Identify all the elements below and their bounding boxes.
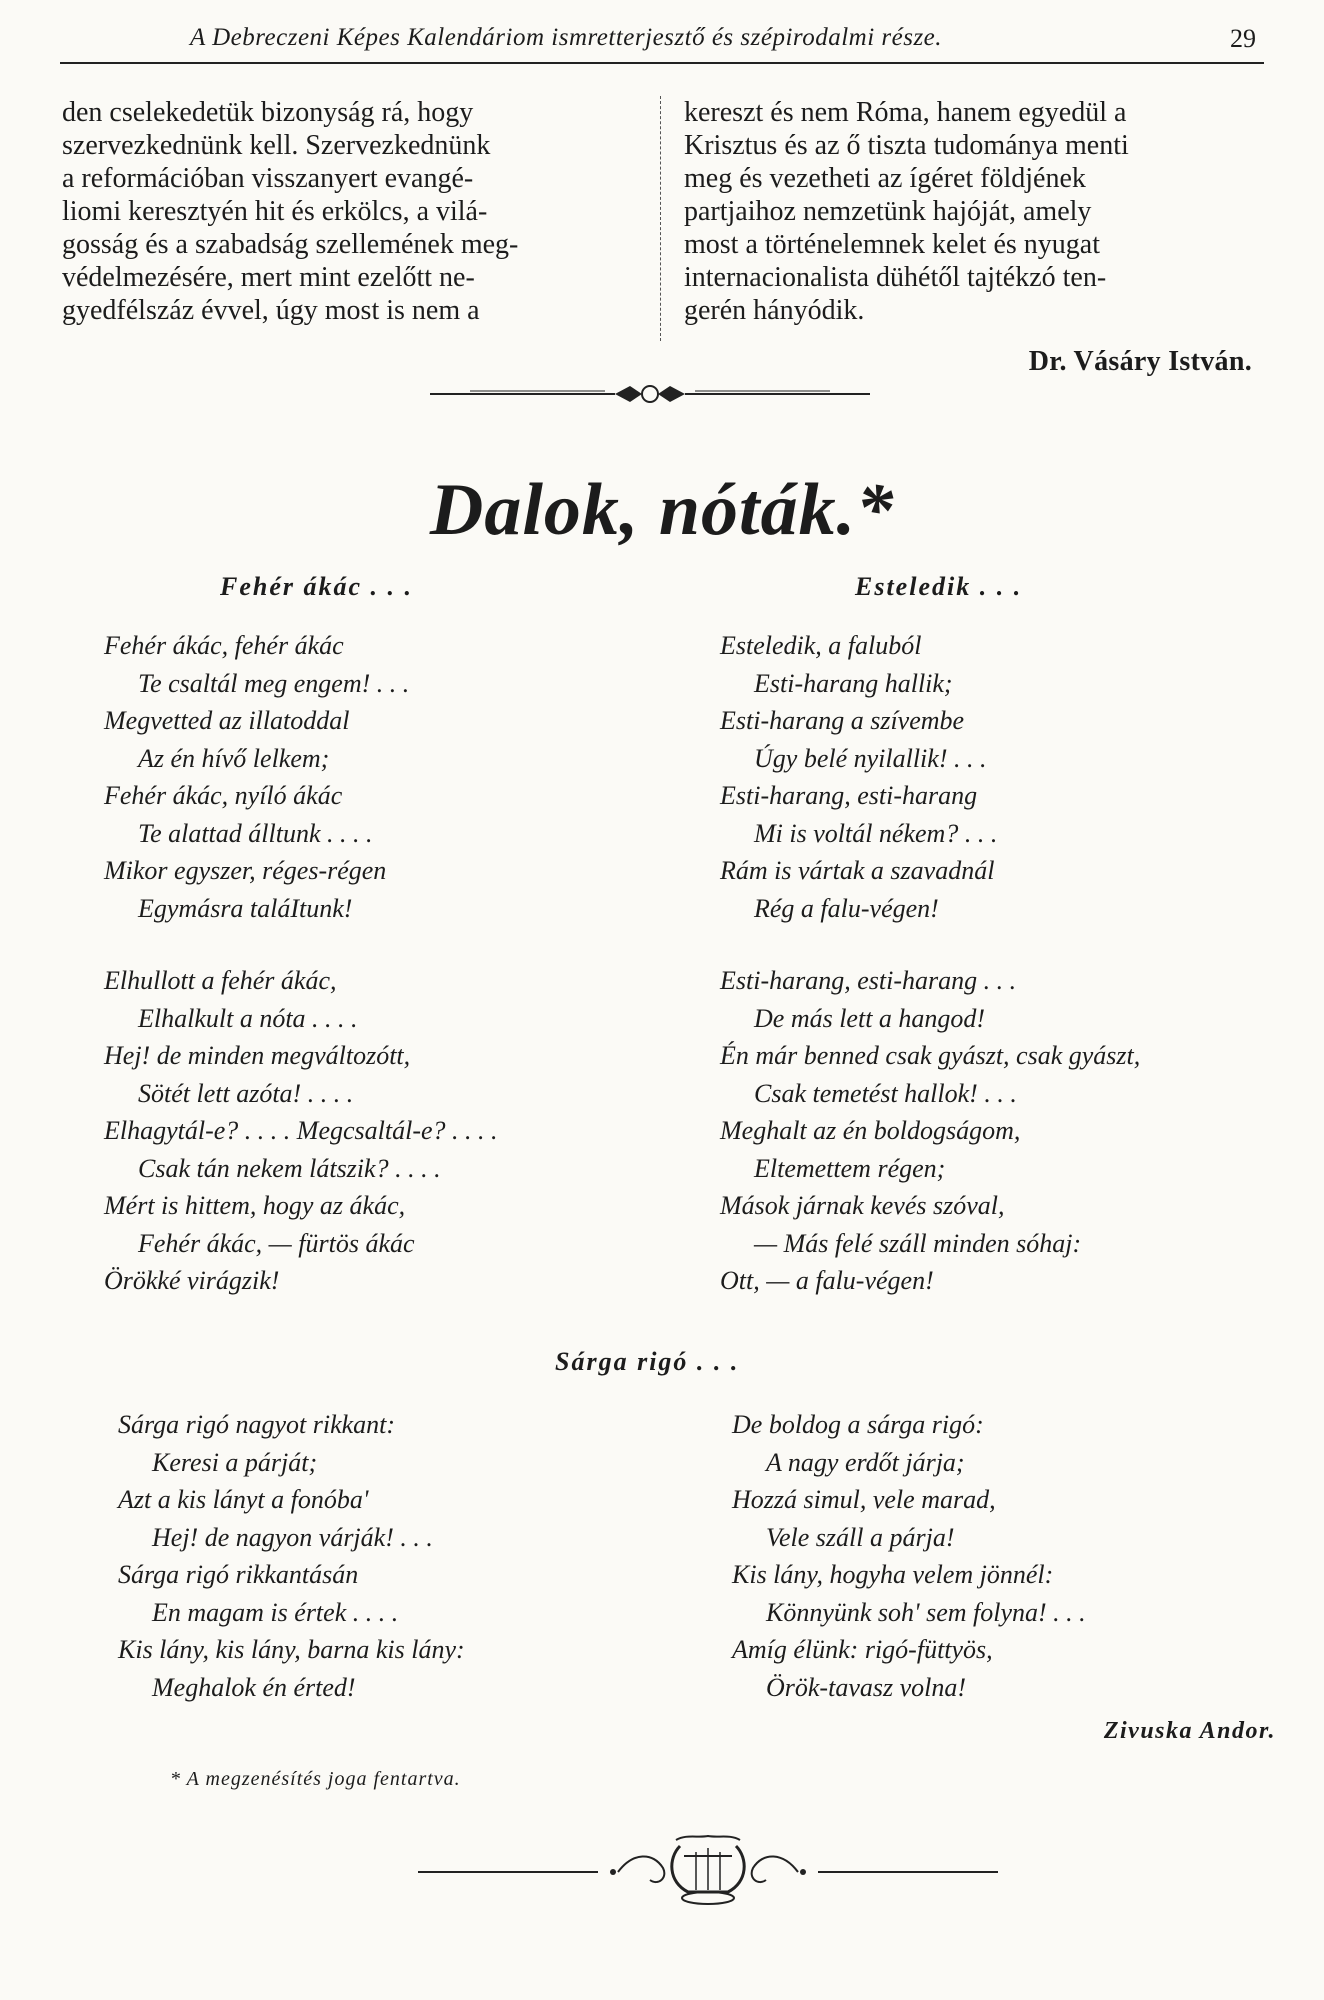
poem-feher-akac: [104, 631, 498, 1304]
prose-line: liomi keresztyén hit és erkölcs, a vilá-: [62, 196, 488, 227]
poem-line: De más lett a hangod!: [754, 1003, 986, 1033]
prose-line: gerén hányódik.: [684, 295, 865, 326]
poem-line: Az én hívő lelkem;: [138, 743, 330, 773]
poem-title-sarga-rigo: Sárga rigó . . .: [555, 1347, 740, 1376]
running-title: A Debreczeni Képes Kalendáriom ismretterjesztő és szépirodalmi része.: [190, 24, 943, 51]
poem-line: Kis lány, kis lány, barna kis lány:: [118, 1635, 465, 1664]
poem-line: Úgy belé nyilallik! . . .: [754, 743, 987, 773]
poem-line: Azt a kis lányt a fonóba': [118, 1485, 369, 1514]
poem-line: Te csaltál meg engem! . . .: [138, 668, 410, 698]
poem-author: Zivuska Andor.: [1103, 1718, 1276, 1744]
prose-section: [60, 96, 1260, 386]
poem-line: Esti-harang hallik;: [754, 668, 953, 698]
poem-line: Fehér ákác, nyíló ákác: [104, 781, 343, 810]
prose-left-column: [62, 96, 647, 327]
page-number: 29: [1230, 24, 1256, 53]
running-head: [60, 22, 1264, 64]
main-title: Dalok, nóták.*: [429, 469, 895, 551]
poem-line: Elhagytál-e? . . . . Megcsaltál-e? . . . .: [104, 1116, 498, 1145]
poem-line: Mért is hittem, hogy az ákác,: [104, 1191, 406, 1220]
footnote: * A megzenésítés joga fentartva.: [170, 1768, 461, 1790]
poem-line: Meghalok én érted!: [152, 1672, 356, 1702]
poem-title-feher-akac: Fehér ákác . . .: [220, 572, 414, 601]
poem-line: Csak temetést hallok! . . .: [754, 1078, 1017, 1108]
poem-line: Sötét lett azóta! . . . .: [138, 1078, 354, 1108]
poem-line: Sárga rigó rikkantásán: [118, 1560, 359, 1589]
prose-right-column: [684, 96, 1269, 327]
poem-line: Elhullott a fehér ákác,: [104, 966, 337, 995]
prose-line: kereszt és nem Róma, hanem egyedül a: [684, 97, 1127, 128]
poem-line: Te alattad álltunk . . . .: [138, 818, 373, 848]
poem-line: Egymásra taláItunk!: [138, 893, 353, 923]
poem-line: Rám is vártak a szavadnál: [720, 856, 995, 885]
poem-line: Könnyünk soh' sem folyna! . . .: [766, 1597, 1086, 1627]
poem-line: Örökké virágzik!: [104, 1266, 280, 1295]
poem-line: Esti-harang, esti-harang . . .: [720, 966, 1017, 995]
poem-line: Amíg élünk: rigó-füttyös,: [732, 1635, 993, 1664]
prose-line: Krisztus és az ő tiszta tudománya menti: [684, 130, 1129, 161]
prose-line: most a történelemnek kelet és nyugat: [684, 229, 1100, 260]
poem-esteledik: [720, 631, 1140, 1304]
prose-line: a reformációban visszanyert evangé-: [62, 163, 474, 194]
poem-line: Esti-harang, esti-harang: [720, 781, 978, 810]
poem-line: Mi is voltál nékem? . . .: [754, 818, 998, 848]
poem-sarga-rigo-right: [732, 1410, 1086, 1710]
poem-sarga-rigo-left: [118, 1410, 465, 1710]
poem-line: Fehér ákác, fehér ákác: [104, 631, 344, 660]
poem-line: Rég a falu-végen!: [754, 893, 939, 923]
prose-line: szervezkednünk kell. Szervezkednünk: [62, 130, 491, 161]
poem-line: Hozzá simul, vele marad,: [732, 1485, 996, 1514]
divider-ornament: [430, 382, 870, 406]
poem-line: Keresi a párját;: [152, 1447, 318, 1477]
poem-line: Megvetted az illatoddal: [104, 706, 350, 735]
poem-line: Eltemettem régen;: [754, 1153, 946, 1183]
poem-line: Örök-tavasz volna!: [766, 1672, 967, 1702]
prose-line: meg és vezetheti az ígéret földjének: [684, 163, 1086, 194]
prose-line: den cselekedetük bizonyság rá, hogy: [62, 97, 474, 128]
poem-line: En magam is értek . . . .: [152, 1597, 399, 1627]
prose-line: gyedfélszáz évvel, úgy most is nem a: [62, 295, 480, 326]
poem-line: De boldog a sárga rigó:: [732, 1410, 984, 1439]
lyre-ornament: [418, 1830, 998, 1910]
prose-author: Dr. Vásáry István.: [1028, 346, 1252, 377]
stanza-gap: [104, 931, 498, 966]
prose-line: védelmezésére, mert mint ezelőtt ne-: [62, 262, 475, 293]
prose-line: internacionalista dühétől tajtékzó ten-: [684, 262, 1107, 293]
poem-line: Hej! de minden megváltozótt,: [104, 1041, 411, 1070]
poem-line: Mások járnak kevés szóval,: [720, 1191, 1005, 1220]
poem-line: Elhalkult a nóta . . . .: [138, 1003, 358, 1033]
prose-line: partjaihoz nemzetünk hajóját, amely: [684, 196, 1092, 227]
poem-line: Csak tán nekem látszik? . . . .: [138, 1153, 441, 1183]
poem-line: Esti-harang a szívembe: [720, 706, 965, 735]
poem-line: Kis lány, hogyha velem jönnél:: [732, 1560, 1054, 1589]
column-divider: [660, 96, 661, 341]
poem-line: Én már benned csak gyászt, csak gyászt,: [720, 1041, 1141, 1070]
poem-line: Ott, — a falu-végen!: [720, 1266, 934, 1295]
poem-line: Esteledik, a faluból: [720, 631, 922, 660]
poem-line: Hej! de nagyon várják! . . .: [152, 1522, 433, 1552]
prose-line: gosság és a szabadság szellemének meg-: [62, 229, 519, 260]
poem-title-esteledik: Esteledik . . .: [855, 572, 1023, 601]
stanza-gap: [720, 931, 1140, 966]
poem-line: Fehér ákác, — fürtös ákác: [138, 1228, 415, 1258]
poem-line: Vele száll a párja!: [766, 1522, 955, 1552]
poem-line: Meghalt az én boldogságom,: [720, 1116, 1021, 1145]
poem-line: A nagy erdőt járja;: [766, 1447, 965, 1477]
poem-line: — Más felé száll minden sóhaj:: [754, 1228, 1082, 1258]
poem-line: Mikor egyszer, réges-régen: [104, 856, 387, 885]
poem-line: Sárga rigó nagyot rikkant:: [118, 1410, 396, 1439]
